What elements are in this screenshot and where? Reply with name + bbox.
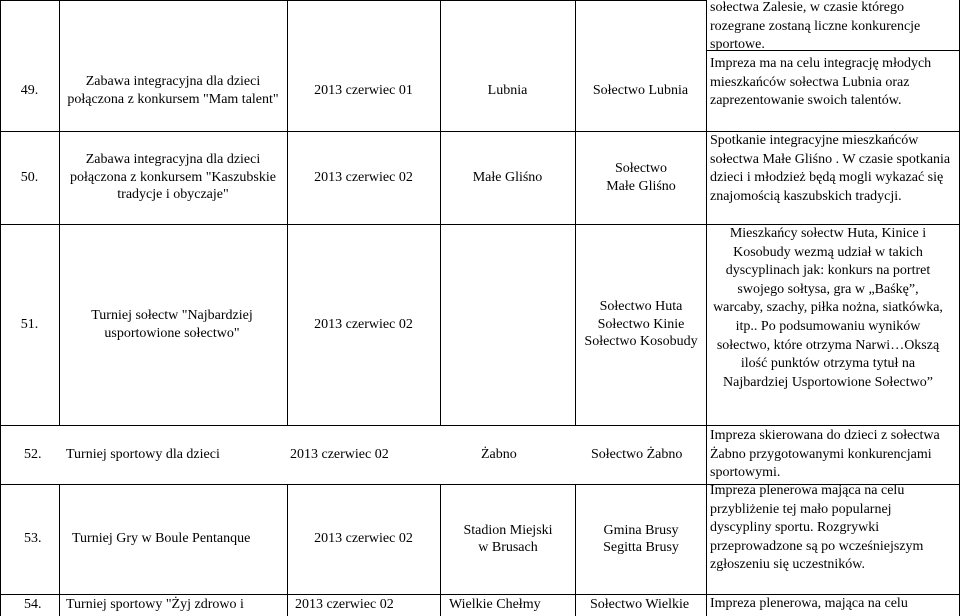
event-organizer: Sołectwo Żabno — [591, 446, 683, 462]
row-number: 49. — [20, 82, 39, 98]
event-organizer: Sołectwo Huta Sołectwo Kinie Sołectwo Kosobudy — [584, 299, 698, 350]
event-place: Stadion Miejski w Brusach — [463, 522, 553, 555]
row-divider — [706, 425, 960, 426]
event-place: Wielkie Chełmy — [449, 597, 541, 613]
column-divider — [575, 484, 576, 616]
column-divider — [706, 0, 707, 616]
event-date: 2013 czerwiec 01 — [314, 82, 413, 98]
row-number: 54. — [24, 597, 42, 613]
row-number: 52. — [24, 446, 42, 462]
event-description: Impreza plenerowa mająca na celu przybliżenie tej mało popularnej dyscypliny sportu. Rozgrywki przeprowadzone są po wcześniejszym zgłoszeniu się uczestników. — [710, 483, 924, 573]
row-number: 51. — [20, 316, 39, 332]
event-description: Spotkanie integracyjne mieszkańców sołectwa Małe Gliśno . W czasie spotkania dzieci i młodzież będą mogli wykazać się znajomością kaszubskich tradycji. — [710, 133, 951, 204]
row-divider — [0, 0, 706, 1]
event-organizer: Gmina Brusy Segitta Brusy — [603, 522, 679, 555]
event-description: Mieszkańcy sołectw Huta, Kinice i Kosobudy wezmą udział w takich dyscyplinach jak: konkurs na portret swojego sołtysa, gra w „Baśkę”, warcaby, szachy, piłka nożna, siatkówka, itp.. Po podsumowaniu wyników sołectwo, które otrzyma Narwi…Okszą ilość punktów otrzyma tytuł na Najbardziej Usportowione Sołectwo” — [713, 226, 943, 390]
event-name: Zabawa integracyjna dla dzieci połączona z konkursem "Mam talent" — [67, 74, 279, 107]
event-name: Turniej Gry w Boule Pentanque — [72, 531, 251, 547]
event-place: Żabno — [481, 446, 517, 462]
column-divider — [440, 484, 441, 616]
event-place: Małe Gliśno — [472, 169, 543, 185]
event-organizer: Sołectwo Małe Gliśno — [606, 161, 676, 194]
event-date: 2013 czerwiec 02 — [314, 531, 413, 547]
event-organizer: Sołectwo Wielkie — [590, 597, 690, 613]
event-date: 2013 czerwiec 02 — [295, 597, 394, 613]
event-description: sołectwa Zalesie, w czasie którego rozegrane zostaną liczne konkurencje sportowe. — [710, 0, 921, 53]
event-description: Impreza skierowana do dzieci z sołectwa Żabno przygotowanymi konkurencjami sportowymi. — [710, 428, 940, 481]
event-date: 2013 czerwiec 02 — [290, 446, 389, 462]
event-description: Impreza plenerowa, mająca na celu — [710, 596, 908, 611]
event-description: Impreza ma na celu integrację młodych mieszkańców sołectwa Lubnia oraz zaprezentowanie swoich talentów. — [710, 56, 932, 109]
column-divider — [59, 484, 60, 616]
row-number: 50. — [20, 169, 39, 185]
event-name: Zabawa integracyjna dla dzieci połączona z konkursem "Kaszubskie tradycje i obyczaje" — [70, 152, 276, 203]
event-name: Turniej sportowy dla dzieci — [66, 446, 220, 462]
event-name: Turniej sportowy "Żyj zdrowo i — [66, 597, 244, 613]
event-organizer: Sołectwo Lubnia — [592, 82, 689, 98]
event-place: Lubnia — [487, 82, 528, 98]
event-place — [440, 224, 575, 425]
event-date: 2013 czerwiec 02 — [314, 316, 413, 332]
event-date: 2013 czerwiec 02 — [314, 169, 413, 185]
column-divider — [59, 0, 60, 425]
event-name: Turniej sołectw "Najbardziej usportowione sołectwo" — [91, 308, 253, 341]
row-number: 53. — [24, 531, 42, 547]
